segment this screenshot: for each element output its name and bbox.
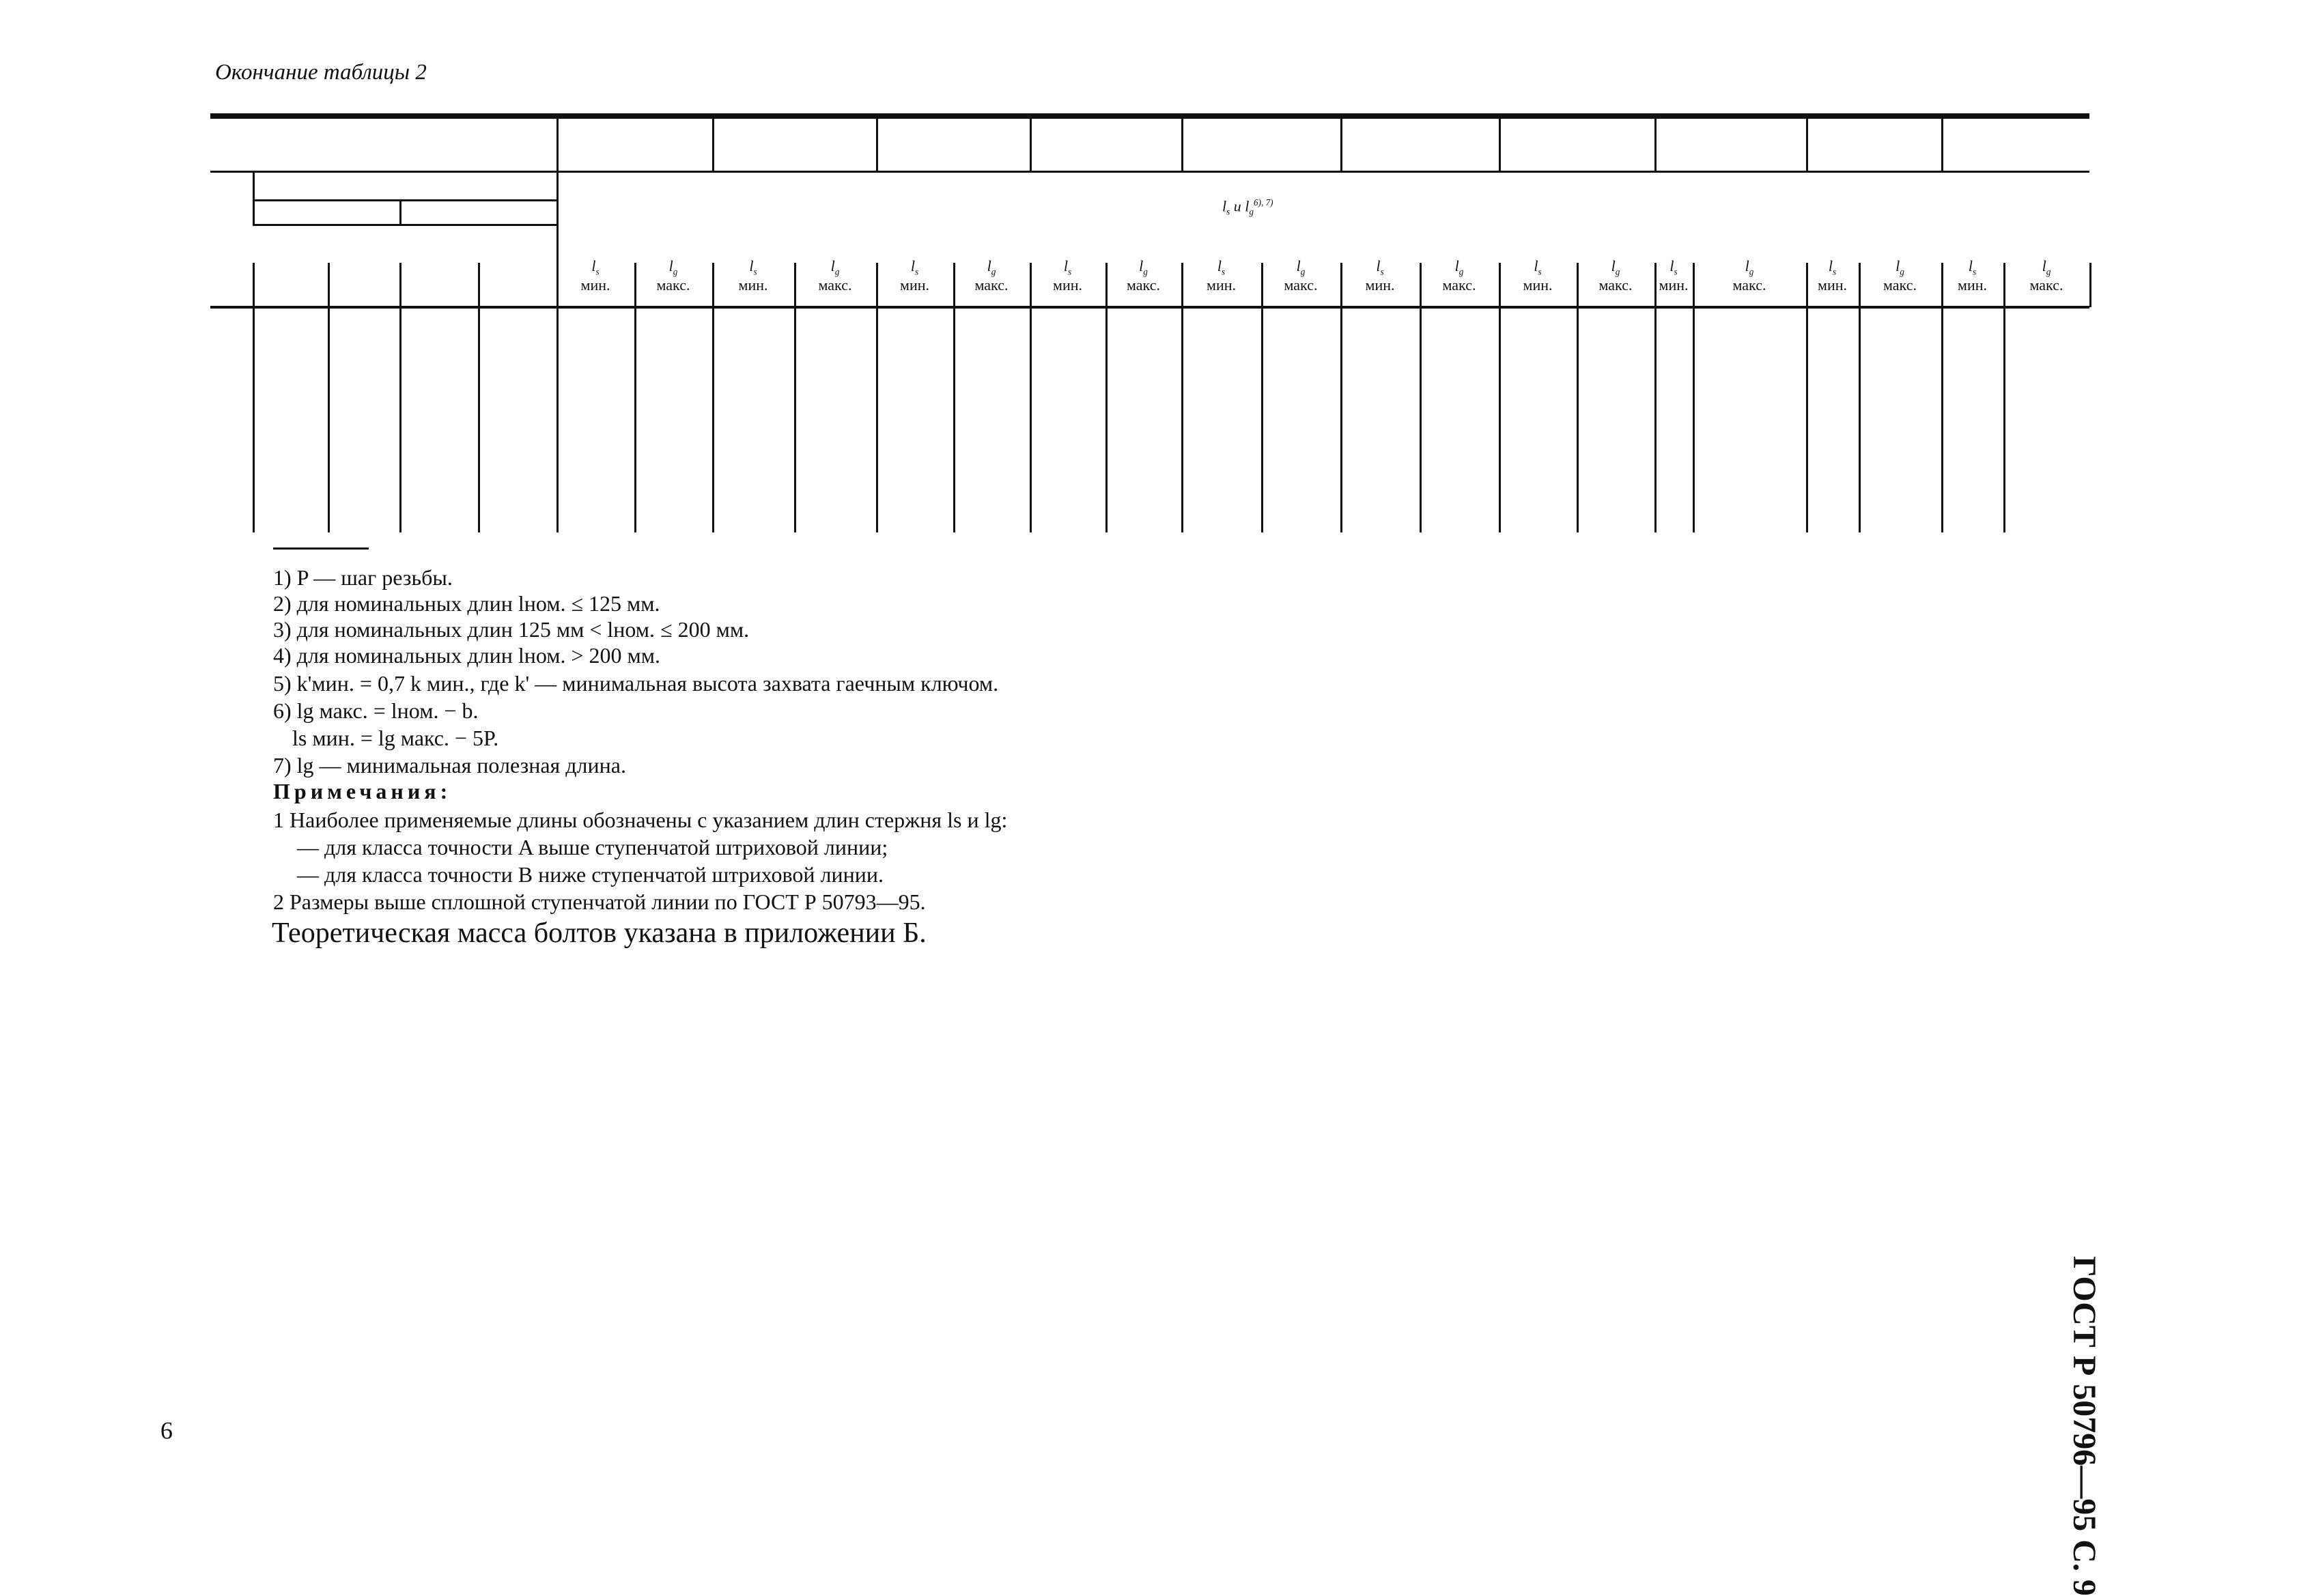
column-line: [1806, 309, 1808, 532]
left-header-divider: [253, 171, 255, 224]
column-line: [1499, 309, 1501, 532]
note-item: — для класса точности A выше ступенчатой штриховой линии;: [297, 835, 888, 859]
subheader-divider: [1806, 263, 1808, 307]
column-line: [634, 309, 636, 532]
subheader-lg-max: $l_g$ макс.: [1883, 257, 1917, 294]
subheader-ls-min: $l_s$ мин.: [1958, 257, 1987, 294]
page-number: 9: [160, 1417, 173, 1444]
subheader-lg-max: $l_g$ макс.: [1598, 257, 1633, 294]
notes-title: Примечания:: [273, 779, 452, 803]
subheader-ls-min: $l_s$ мин.: [1523, 257, 1553, 294]
subheader-lg-max: $l_g$ макс.: [1732, 257, 1766, 294]
column-line: [794, 309, 796, 532]
subheader-divider: [1105, 263, 1108, 307]
subheader-divider: [1499, 263, 1501, 307]
column-line: [1941, 309, 1943, 532]
column-line: [1420, 309, 1422, 532]
thread-divider: [1340, 116, 1342, 171]
subheader-lg-max: $l_g$ макс.: [1127, 257, 1160, 294]
column-line: [1693, 309, 1695, 532]
footnote-item: 1) P — шаг резьбы.: [273, 565, 453, 590]
subheader-lg-max: $l_g$ макс.: [818, 257, 852, 294]
footnote-item: 4) для номинальных длин lном. > 200 мм.: [273, 643, 661, 668]
thread-divider: [1030, 116, 1032, 171]
column-line: [1859, 309, 1861, 532]
subheader-ls-min: $l_s$ мин.: [738, 257, 768, 294]
subheader-divider: [1030, 263, 1032, 307]
note-item: 1 Наиболее применяемые длины обозначены с указанием длин стержня ls и lg:: [273, 808, 1008, 832]
thread-divider: [1499, 116, 1501, 171]
footnote-item: 7) lg — минимальная полезная длина.: [273, 753, 626, 778]
column-line: [253, 309, 255, 532]
subheader-divider: [2089, 263, 2091, 307]
note-item: — для класса точности B ниже ступенчатой штриховой линии.: [297, 862, 884, 887]
thread-divider: [556, 116, 559, 171]
subheader-ls-min: $l_s$ мин.: [580, 257, 610, 294]
footnote-divider: [273, 547, 369, 550]
class-divider: [399, 199, 401, 224]
column-line: [712, 309, 714, 532]
column-line: [2003, 309, 2005, 532]
accuracy-class-line: [253, 199, 556, 201]
subheader-divider: [1420, 263, 1422, 307]
subheader-divider: [1577, 263, 1579, 307]
subheader-divider: [712, 263, 714, 307]
column-line: [1181, 309, 1183, 532]
column-line: [1105, 309, 1108, 532]
footnote-item: ls мин. = lg макс. − 5P.: [292, 726, 499, 750]
subheader-divider: [2003, 263, 2005, 307]
class-row-bottom-line: [253, 224, 556, 226]
subheader-ls-min: $l_s$ мин.: [1207, 257, 1236, 294]
footnote-item: 2) для номинальных длин lном. ≤ 125 мм.: [273, 591, 660, 616]
subheader-ls-min: $l_s$ мин.: [900, 257, 929, 294]
subheader-divider: [1654, 263, 1657, 307]
thread-divider: [1654, 116, 1657, 171]
thread-divider: [712, 116, 714, 171]
subheader-divider: [1941, 263, 1943, 307]
subheader-divider: [876, 263, 878, 307]
subheader-divider: [634, 263, 636, 307]
subheader-divider: [328, 263, 330, 307]
column-line: [953, 309, 955, 532]
note-item: 2 Размеры выше сплошной ступенчатой линии по ГОСТ Р 50793—95.: [273, 889, 926, 914]
subheader-lg-max: $l_g$ макс.: [1284, 257, 1318, 294]
column-line: [1577, 309, 1579, 532]
column-line: [1030, 309, 1032, 532]
column-line: [478, 309, 480, 532]
subheader-divider: [556, 263, 559, 307]
subheader-ls-min: $l_s$ мин.: [1659, 257, 1689, 294]
subheader-divider: [478, 263, 480, 307]
column-line: [1261, 309, 1263, 532]
ls-lg-label: $l_s$ и $l_g^{6), 7)}$: [1222, 197, 1273, 217]
subheader-divider: [1859, 263, 1861, 307]
footnote-item: 5) k'мин. = 0,7 k мин., где k' — минимальная высота захвата гаечным ключом.: [273, 671, 999, 696]
column-line: [1654, 309, 1657, 532]
subheader-lg-max: $l_g$ макс.: [1442, 257, 1476, 294]
column-line: [876, 309, 878, 532]
thread-divider: [1181, 116, 1183, 171]
thread-row-bottom-line: [210, 171, 2089, 173]
subheader-lg-max: $l_g$ макс.: [974, 257, 1009, 294]
subheader-divider: [953, 263, 955, 307]
column-line: [1340, 309, 1342, 532]
footnote-item: 3) для номинальных длин 125 мм < lном. ≤ 200 мм.: [273, 617, 750, 642]
thread-divider: [1941, 116, 1943, 171]
document-side-title: ГОСТ Р 50796—95 С. 9: [2066, 1256, 2102, 1596]
column-line: [328, 309, 330, 532]
table-caption: Окончание таблицы 2: [215, 60, 427, 85]
subheader-lg-max: $l_g$ макс.: [656, 257, 690, 294]
thread-divider: [876, 116, 878, 171]
subheader-divider: [253, 263, 255, 307]
subheader-lg-max: $l_g$ макс.: [2029, 257, 2063, 294]
thread-divider: [1806, 116, 1808, 171]
subheader-divider: [1181, 263, 1183, 307]
subheader-divider: [794, 263, 796, 307]
subheader-ls-min: $l_s$ мин.: [1818, 257, 1847, 294]
subheader-divider: [1340, 263, 1342, 307]
subheader-divider: [399, 263, 401, 307]
column-line: [556, 309, 559, 532]
subheader-ls-min: $l_s$ мин.: [1053, 257, 1082, 294]
subheader-divider: [1693, 263, 1695, 307]
footnote-item: 6) lg макс. = lном. − b.: [273, 698, 479, 723]
column-line: [399, 309, 401, 532]
subheader-ls-min: $l_s$ мин.: [1365, 257, 1395, 294]
mass-note: Теоретическая масса болтов указана в приложении Б.: [272, 917, 927, 949]
subheader-divider: [1261, 263, 1263, 307]
